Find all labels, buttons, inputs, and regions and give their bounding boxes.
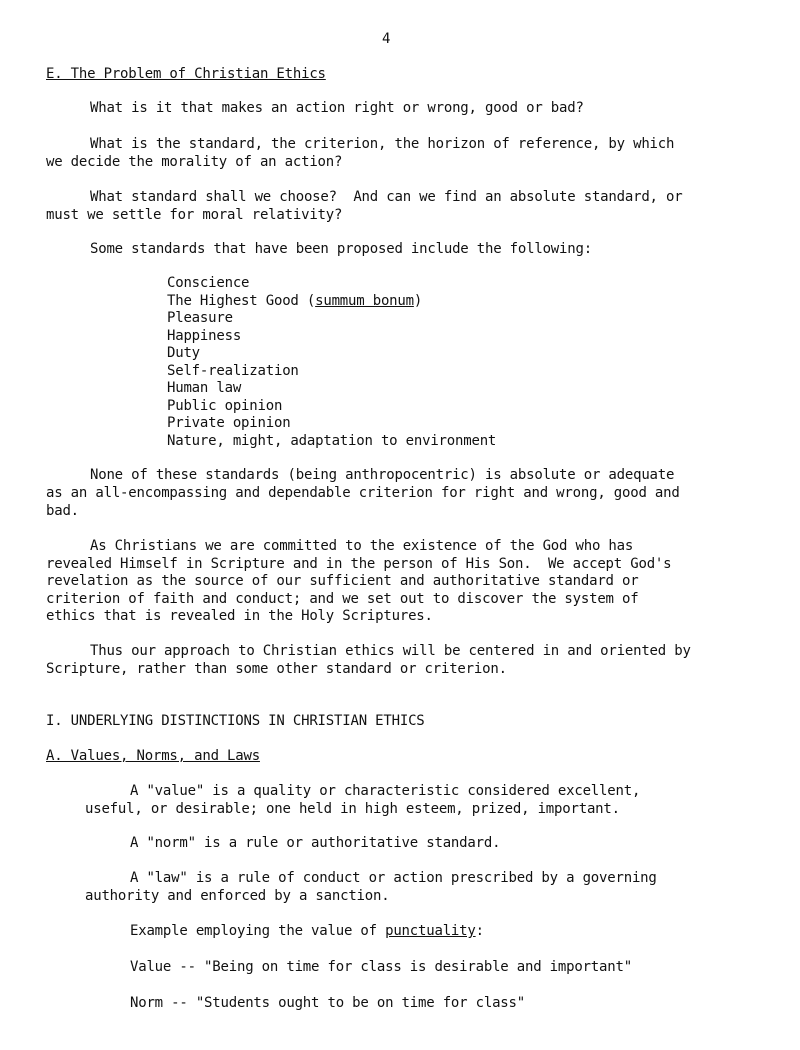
question-3-line-2: must we settle for moral relativity? <box>46 207 343 223</box>
list-item: Self-realization <box>167 362 299 379</box>
question-2-line-1: What is the standard, the criterion, the horizon of reference, by which <box>90 136 675 152</box>
standards-intro: Some standards that have been proposed include the following: <box>90 241 592 257</box>
question-2-line-2: we decide the morality of an action? <box>46 154 343 170</box>
list-item: The Highest Good (summum bonum) <box>167 292 423 309</box>
subsection-a-heading: A. Values, Norms, and Laws <box>46 748 260 764</box>
question-3-line-1: What standard shall we choose? And can we find an absolute standard, or <box>90 189 683 205</box>
list-item: Private opinion <box>167 415 291 431</box>
section-e-heading: E. The Problem of Christian Ethics <box>46 66 326 82</box>
paragraph-3-line-2: Scripture, rather than some other standard or criterion. <box>46 661 507 677</box>
list-item: Duty <box>167 345 200 361</box>
section-i-heading: I. UNDERLYING DISTINCTIONS IN CHRISTIAN ETHICS <box>46 713 425 729</box>
list-item: Happiness <box>167 327 242 344</box>
question-1: What is it that makes an action right or wrong, good or bad? <box>90 100 584 116</box>
paragraph-2-line-1: As Christians we are committed to the existence of the God who has <box>90 538 634 554</box>
standards-list <box>167 275 496 450</box>
paragraph-2-line-2: revealed Himself in Scripture and in the person of His Son. We accept God's <box>46 556 672 572</box>
paragraph-1-line-1: None of these standards (being anthropocentric) is absolute or adequate <box>90 467 675 483</box>
paragraph-2-line-5: ethics that is revealed in the Holy Scriptures. <box>46 608 433 624</box>
summum-bonum-term: summum bonum <box>315 292 414 309</box>
norm-example: Norm -- "Students ought to be on time for class" <box>130 995 525 1011</box>
list-item: Pleasure <box>167 310 233 326</box>
paragraph-3-line-1: Thus our approach to Christian ethics will be centered in and oriented by <box>90 643 691 659</box>
value-example: Value -- "Being on time for class is desirable and important" <box>130 959 632 975</box>
list-item: Public opinion <box>167 397 283 414</box>
value-definition-line-2: useful, or desirable; one held in high esteem, prized, important. <box>85 801 620 817</box>
paragraph-1-line-2: as an all-encompassing and dependable criterion for right and wrong, good and <box>46 485 680 501</box>
punctuality-term: punctuality <box>385 923 476 939</box>
law-definition-line-2: authority and enforced by a sanction. <box>85 888 390 904</box>
norm-definition: A "norm" is a rule or authoritative standard. <box>130 835 501 851</box>
law-definition-line-1: A "law" is a rule of conduct or action prescribed by a governing <box>130 870 657 886</box>
page-number: 4 <box>382 31 391 47</box>
example-intro: Example employing the value of punctuality: <box>130 923 484 939</box>
list-item: Nature, might, adaptation to environment <box>167 432 497 449</box>
paragraph-1-line-3: bad. <box>46 503 79 519</box>
value-definition-line-1: A "value" is a quality or characteristic considered excellent, <box>130 783 641 799</box>
list-item: Human law <box>167 380 242 396</box>
paragraph-2-line-4: criterion of faith and conduct; and we set out to discover the system of <box>46 591 639 607</box>
list-item: Conscience <box>167 275 250 291</box>
paragraph-2-line-3: revelation as the source of our sufficient and authoritative standard or <box>46 573 639 589</box>
